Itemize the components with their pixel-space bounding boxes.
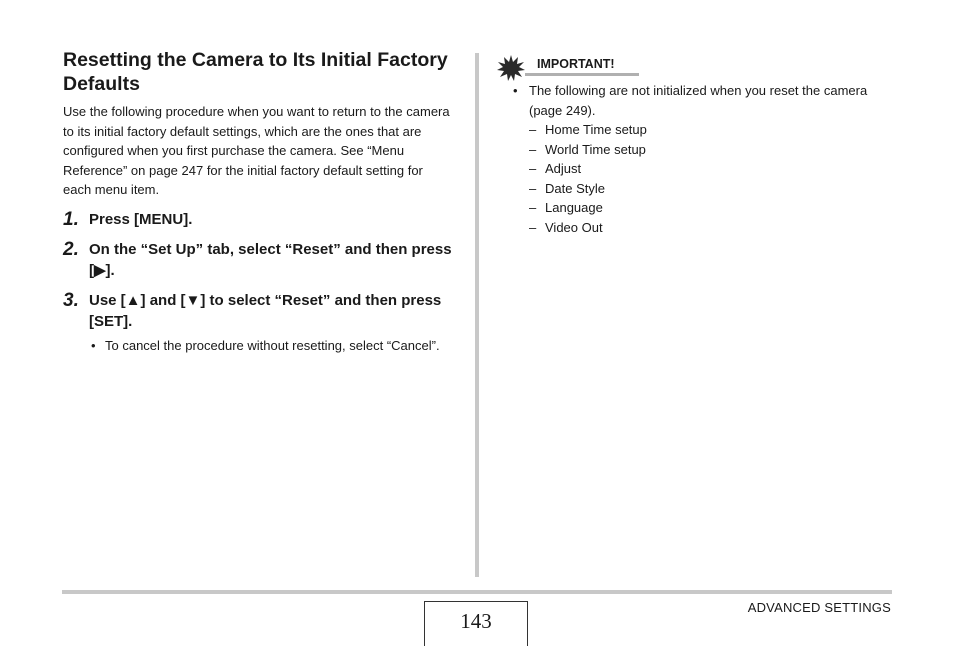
left-column [63,48,453,356]
step-number: 2. [63,239,79,260]
dash-glyph: – [529,122,537,137]
bullet-glyph: • [513,83,518,98]
list-item [497,140,897,160]
section-title: Resetting the Camera to Its Initial Factory Defaults [63,49,448,95]
dash-glyph: – [529,200,537,215]
list-item-text: Video Out [545,219,603,235]
list-item-text: World Time setup [545,141,646,157]
list-item [497,218,897,238]
dash-glyph: – [529,161,537,176]
list-item [497,120,897,140]
step-number: 1. [63,208,79,230]
section-label: ADVANCED SETTINGS [747,600,891,615]
note-text: To cancel the procedure without resetting, select “Cancel”. [105,338,440,353]
important-heading [497,53,897,81]
dash-glyph: – [529,180,537,196]
step-2 [63,240,453,281]
page-number-box [424,601,528,646]
intro-paragraph: Use the following procedure when you want to return to the camera to its initial factory default settings, which are the ones that are configured when you first purchase the camera. See “Menu Reference” on page 247 for the initial factory default setting for each menu item. [63,104,450,197]
bullet-glyph: • [91,338,96,353]
list-item-text: Adjust [545,161,582,176]
step-text: On the “Set Up” tab, select “Reset” and then press [▶]. [89,241,452,279]
step-text: Press [MENU]. [89,210,193,228]
important-item [497,81,897,120]
list-item-text: Home Time setup [545,122,647,137]
list-item [497,159,897,179]
dash-glyph: – [529,219,537,235]
list-item [497,198,897,218]
step-number: 3. [63,290,79,311]
starburst-icon [497,55,525,81]
list-item-text: Date Style [545,180,605,196]
list-item [497,179,897,199]
page-number: 143 [460,609,492,633]
dash-glyph: – [529,141,537,157]
important-underline [525,73,639,76]
item-text: The following are not initialized when you reset the camera (page 249). [529,83,868,118]
important-label: IMPORTANT! [537,57,615,71]
step-1 [63,210,453,231]
footer-rule [62,590,892,594]
list-item-text: Language [545,200,603,215]
step-text: Use [▲] and [▼] to select “Reset” and then press [SET]. [89,292,442,330]
not-initialized-list [497,120,897,237]
step-3 [63,291,453,332]
column-divider [475,53,479,577]
right-column [497,53,897,237]
step-3-note [89,336,453,356]
